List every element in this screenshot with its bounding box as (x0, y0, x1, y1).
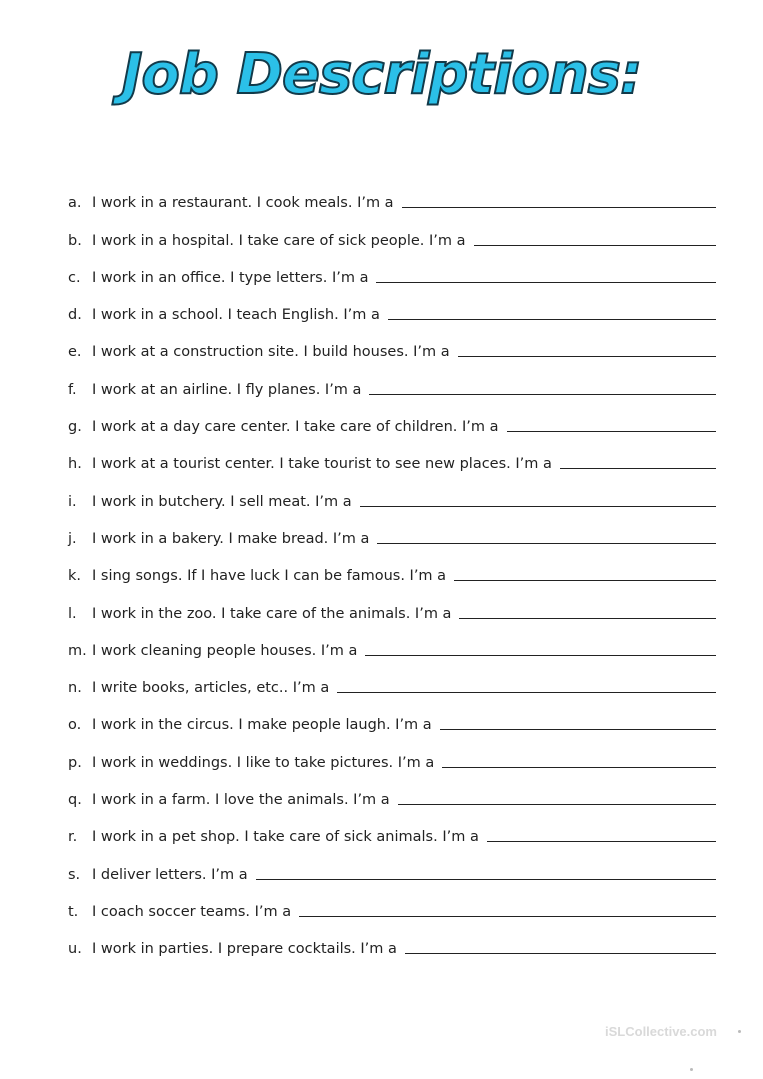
answer-blank[interactable] (405, 953, 716, 954)
list-item (68, 361, 720, 398)
answer-blank[interactable] (560, 468, 716, 469)
answer-blank[interactable] (440, 729, 716, 730)
item-text: I work at a tourist center. I take tourist to see new places. I’m a (92, 456, 552, 473)
item-text: I work in butchery. I sell meat. I’m a (92, 493, 352, 510)
answer-blank[interactable] (454, 580, 716, 581)
watermark: iSLCollective.com (605, 1024, 717, 1039)
item-letter: e. (68, 344, 82, 361)
answer-blank[interactable] (459, 618, 716, 619)
item-text: I work in a restaurant. I cook meals. I’m a (92, 195, 394, 212)
item-letter: j. (68, 530, 77, 547)
item-text: I write books, articles, etc.. I’m a (92, 680, 330, 697)
decorative-dot (738, 1030, 741, 1033)
answer-blank[interactable] (369, 394, 716, 395)
item-letter: u. (68, 941, 82, 958)
item-letter: f. (68, 381, 77, 398)
answer-blank[interactable] (360, 506, 716, 507)
list-item (68, 921, 720, 958)
answer-blank[interactable] (402, 207, 716, 208)
list-item (68, 212, 720, 249)
list-item (68, 399, 720, 436)
item-text: I work cleaning people houses. I’m a (92, 642, 358, 659)
item-text: I work in weddings. I like to take pictures. I’m a (92, 754, 435, 771)
list-item (68, 436, 720, 473)
page-title: Job Descriptions: (121, 42, 642, 107)
item-text: I work in a bakery. I make bread. I’m a (92, 530, 370, 547)
list-item (68, 660, 720, 697)
list-item (68, 175, 720, 212)
item-text: I work in parties. I prepare cocktails. I’m a (92, 941, 397, 958)
answer-blank[interactable] (365, 655, 716, 656)
answer-blank[interactable] (376, 282, 716, 283)
item-letter: r. (68, 829, 78, 846)
item-text: I work at a day care center. I take care of children. I’m a (92, 419, 499, 436)
list-item (68, 511, 720, 548)
list-item (68, 734, 720, 771)
item-letter: i. (68, 493, 77, 510)
answer-blank[interactable] (299, 916, 716, 917)
list-item (68, 846, 720, 883)
answer-blank[interactable] (398, 804, 716, 805)
list-item (68, 809, 720, 846)
item-letter: s. (68, 866, 81, 883)
answer-blank[interactable] (256, 879, 716, 880)
list-item (68, 250, 720, 287)
item-text: I work in a pet shop. I take care of sick animals. I’m a (92, 829, 479, 846)
answer-blank[interactable] (388, 319, 716, 320)
item-text: I deliver letters. I’m a (92, 866, 248, 883)
list-item (68, 772, 720, 809)
item-text: I sing songs. If I have luck I can be famous. I’m a (92, 568, 447, 585)
item-text: I work in a hospital. I take care of sick people. I’m a (92, 232, 466, 249)
item-letter: o. (68, 717, 82, 734)
item-letter: g. (68, 419, 82, 436)
item-letter: h. (68, 456, 82, 473)
answer-blank[interactable] (377, 543, 716, 544)
item-letter: n. (68, 680, 82, 697)
item-text: I work in the zoo. I take care of the animals. I’m a (92, 605, 452, 622)
answer-blank[interactable] (474, 245, 717, 246)
item-letter: b. (68, 232, 82, 249)
item-letter: t. (68, 903, 79, 920)
answer-blank[interactable] (458, 356, 716, 357)
item-letter: m. (68, 642, 87, 659)
list-item (68, 548, 720, 585)
item-letter: l. (68, 605, 77, 622)
item-letter: a. (68, 195, 82, 212)
item-text: I work at an airline. I fly planes. I’m a (92, 381, 362, 398)
list-item (68, 287, 720, 324)
exercise-list (68, 175, 720, 958)
decorative-dot (690, 1068, 693, 1071)
item-letter: q. (68, 792, 82, 809)
answer-blank[interactable] (507, 431, 717, 432)
item-text: I work in a farm. I love the animals. I’m a (92, 792, 390, 809)
list-item (68, 585, 720, 622)
list-item (68, 623, 720, 660)
list-item (68, 324, 720, 361)
item-text: I work in the circus. I make people laugh. I’m a (92, 717, 432, 734)
answer-blank[interactable] (337, 692, 716, 693)
item-text: I coach soccer teams. I’m a (92, 903, 292, 920)
item-letter: c. (68, 269, 81, 286)
item-text: I work in an office. I type letters. I’m a (92, 269, 369, 286)
list-item (68, 884, 720, 921)
item-letter: k. (68, 568, 82, 585)
item-letter: d. (68, 307, 82, 324)
answer-blank[interactable] (442, 767, 716, 768)
item-text: I work at a construction site. I build houses. I’m a (92, 344, 450, 361)
item-text: I work in a school. I teach English. I’m a (92, 307, 380, 324)
item-letter: p. (68, 754, 82, 771)
list-item (68, 697, 720, 734)
list-item (68, 473, 720, 510)
answer-blank[interactable] (487, 841, 716, 842)
